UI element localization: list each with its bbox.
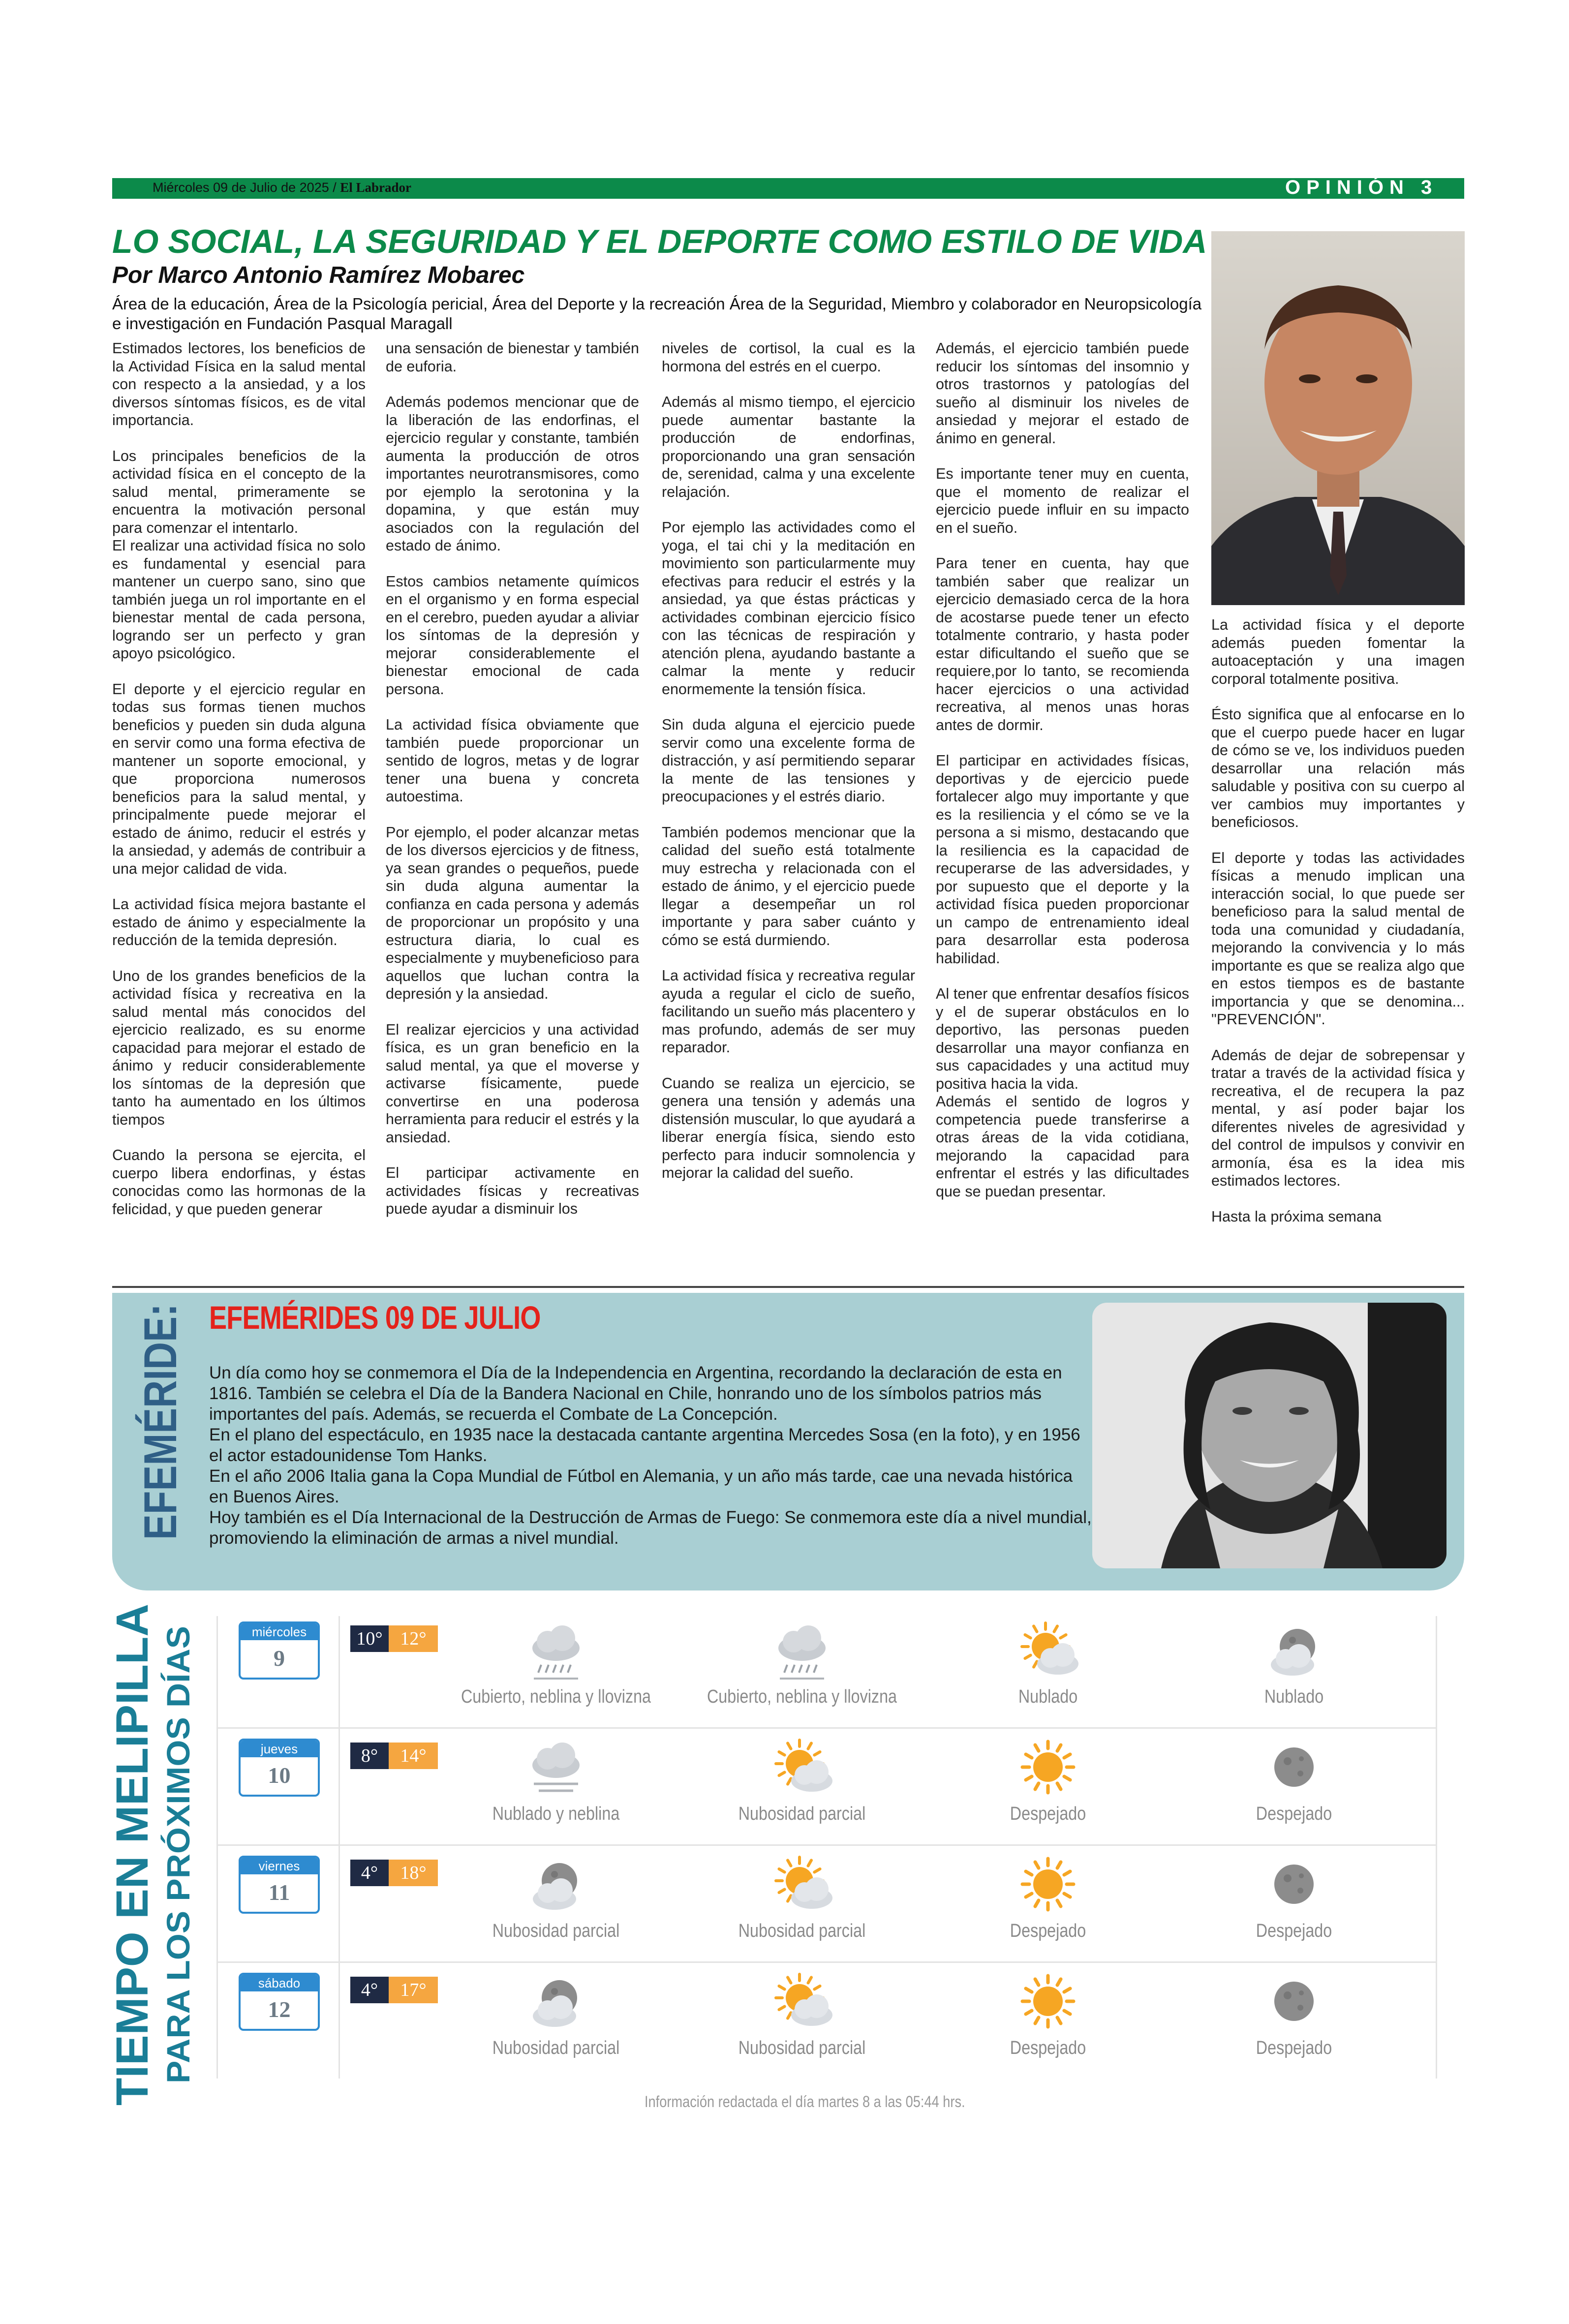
temp-min: 10° [350, 1625, 389, 1652]
weather-condition: Nublado y neblina [492, 1804, 620, 1824]
article-column-4 [936, 339, 1189, 1218]
paragraph: niveles de cortisol, la cual es la hormona del estrés en el cuerpo. [662, 340, 915, 375]
moon-cloud-icon [519, 1971, 593, 2035]
day-name: jueves [241, 1741, 318, 1757]
paragraph: Cuando la persona se ejercita, el cuerpo libera endorfinas, y éstas conocidas como las hormonas de la felicidad, y que pueden generar [112, 1147, 366, 1218]
singer-portrait-illustration [1092, 1303, 1446, 1568]
moon-icon [1257, 1971, 1331, 2035]
forecast-cell [1171, 1613, 1417, 1729]
forecast-cell [433, 1847, 679, 1963]
weather-condition: Despejado [1010, 2038, 1086, 2058]
forecast-cell [679, 1613, 925, 1729]
newspaper-brand: El Labrador [340, 180, 412, 195]
paragraph: Sin duda alguna el ejercicio puede servir como una excelente forma de distracción, y así permitiendo separar la mente de las tensiones y preocupaciones y el estrés diario. [662, 716, 915, 805]
author-affiliation: Área de la educación, Área de la Psicología pericial, Área del Deporte y la recreación Área de la Seguridad, Miembro y colaborador en Neuropsicología e investigación en Fundación Pasqual Maragall [112, 295, 1202, 333]
weather-condition: Despejado [1256, 1804, 1332, 1824]
paragraph: También podemos mencionar que la calidad del sueño está totalmente muy estrecha y relacionada con el estado de ánimo, y el ejercicio puede llegar a desempeñar un rol importante y para saber cuánto y cómo se está durmiendo. [662, 824, 915, 948]
section-label: OPINIÓN 3 [1285, 177, 1438, 198]
forecast-cell [925, 1964, 1171, 2080]
paragraph: El deporte y el ejercicio regular en todas sus formas tienen muchos beneficios y pueden sin duda alguna en servir como una forma efectiva de mantener un soporte emocional, y que proporciona numerosos beneficios para la salud mental, y principalmente puede mejorar el estado de ánimo, reducir el estrés y la ansiedad, y además de contribuir a una mejor calidad de vida. [112, 680, 366, 877]
paragraph: El realizar una actividad física no solo es fundamental y esencial para mantener un cuerpo sano, sino que también juega un rol importante en el bienestar mental de cada persona, logrando ser un perfecto y gran apoyo psicológico. [112, 537, 366, 662]
day-number: 10 [268, 1763, 291, 1788]
paragraph: Estos cambios netamente químicos en el organismo y en forma especial en el cerebro, pueden ayudar a aliviar los síntomas de la depresión y mejorar considerablemente el bienestar emocional de cada persona. [386, 573, 639, 698]
weather-condition: Nubosidad parcial [492, 1921, 620, 1941]
forecast-cell [433, 1730, 679, 1846]
cloud-drizzle-icon [765, 1620, 839, 1683]
photo-caption-paragraph: La actividad física y el deporte además pueden fomentar la autoaceptación y una imagen corporal totalmente positiva. [1211, 616, 1465, 687]
day-card [239, 1856, 320, 1914]
issue-date: Miércoles 09 de Julio de 2025 [153, 180, 329, 195]
weather-note: Información redactada el día martes 8 a las 05:44 hrs. [645, 2093, 965, 2110]
paragraph: La actividad física obviamente que también puede proporcionar un sentido de logros, metas y de lograr tener una buena y concreta autoestima. [386, 716, 639, 805]
sun-icon [1011, 1737, 1085, 1801]
grid-line [216, 1727, 1437, 1729]
day-name: miércoles [241, 1623, 318, 1640]
paragraph: Los principales beneficios de la actividad física en el concepto de la salud mental, primeramente se encuentra la motivación personal para comenzar el intentarlo. [112, 447, 366, 536]
weather-vertical-title: TIEMPO EN MELIPILLA [107, 1605, 157, 2106]
article-author: Por Marco Antonio Ramírez Mobarec [112, 262, 525, 288]
sun-cloud-icon [765, 1737, 839, 1801]
efemerides-side-label [127, 1299, 191, 1545]
weather-condition: Nubosidad parcial [738, 1804, 866, 1824]
weather-condition: Nublado [1018, 1686, 1078, 1707]
section-divider [112, 1286, 1464, 1288]
temp-max: 17° [389, 1977, 438, 2003]
paragraph: Estimados lectores, los beneficios de la Actividad Física en la salud mental con respecto a la ansiedad, y a los diversos síntomas físicos, es de vital importancia. [112, 340, 366, 428]
weather-side-label [101, 1599, 214, 2110]
moon-cloud-icon [1257, 1620, 1331, 1683]
efemerides-title: EFEMÉRIDES 09 DE JULIO [209, 1299, 541, 1336]
temperature-range [350, 1743, 438, 1769]
cloud-drizzle-icon [519, 1620, 593, 1683]
weather-condition: Despejado [1010, 1921, 1086, 1941]
grid-line [216, 1844, 1437, 1846]
author-portrait-illustration [1211, 231, 1465, 605]
article-column-1 [112, 339, 366, 1236]
day-number: 11 [268, 1880, 290, 1905]
efemerides-photo [1092, 1303, 1446, 1568]
paragraph: Además al mismo tiempo, el ejercicio puede aumentar bastante la producción de endorfinas, proporcionando una gran sensación de, serenidad, calma y una excelente relajación. [662, 394, 915, 500]
paragraph: Para tener en cuenta, hay que también saber que realizar un ejercicio demasiado cerca de la hora de acostarse puede tener un efecto totalmente contrario, y hasta poder estar dificultando el sueño que se requiere,por lo tanto, se recomienda hacer ejercicios o una actividad recreativa, al menos unas horas antes de dormir. [936, 555, 1189, 734]
paragraph: Al tener que enfrentar desafíos físicos y el de superar obstáculos en lo deportivo, las personas pueden desarrollar una mayor confianza en sus capacidades y una actitud muy positiva hacia la vida. [936, 985, 1189, 1092]
author-photo [1211, 231, 1465, 605]
sun-cloud-icon [765, 1854, 839, 1918]
article-title: LO SOCIAL, LA SEGURIDAD Y EL DEPORTE COMO ESTILO DE VIDA [112, 223, 1207, 260]
day-number: 9 [274, 1646, 285, 1671]
forecast-cell [679, 1964, 925, 2080]
article-column-3 [662, 339, 915, 1200]
temp-min: 4° [350, 1977, 389, 2003]
sun-icon [1011, 1971, 1085, 2035]
forecast-cell [1171, 1730, 1417, 1846]
paragraph: Es importante tener muy en cuenta, que el momento de realizar el ejercicio puede influir en su impacto en el sueño. [936, 465, 1189, 536]
weather-forecast-grid [216, 1613, 1437, 2080]
weather-condition: Nubosidad parcial [738, 1921, 866, 1941]
temp-max: 12° [389, 1625, 438, 1652]
weather-condition: Despejado [1256, 2038, 1332, 2058]
day-card [239, 1739, 320, 1797]
paragraph: La actividad física mejora bastante el estado de ánimo y especialmente la reducción de la temida depresión. [112, 896, 366, 948]
day-number: 12 [268, 1997, 291, 2022]
paragraph: El deporte y todas las actividades físicas a menudo implican una interacción social, lo que puede ser beneficioso para la salud mental de toda una comunidad y ciudadanía, mejorando la convivencia y lo más importante es que se realiza algo que en estos tiempos es de bastante importancia y que se denomina... "PREVENCIÓN". [1211, 849, 1465, 1028]
day-name: viernes [241, 1858, 318, 1874]
grid-line [216, 1961, 1437, 1963]
article-column-5 [1211, 616, 1465, 1243]
temperature-range [350, 1977, 438, 2003]
forecast-cell [925, 1847, 1171, 1963]
cloud-fog-icon [519, 1737, 593, 1801]
temperature-range [350, 1860, 438, 1886]
efemerides-line: Hoy también es el Día Internacional de la Destrucción de Armas de Fuego: Se conmemora este día a nivel mundial, promoviendo la eliminación de armas a nivel mundial. [209, 1508, 1092, 1548]
paragraph: Además el sentido de logros y competencia puede transferirse a otras áreas de la vida cotidiana, mejorando la capacidad para enfrentar el estrés y las dificultades que se puedan presentar. [936, 1093, 1189, 1200]
day-name: sábado [241, 1975, 318, 1991]
sign-off: Hasta la próxima semana [1211, 1208, 1382, 1225]
forecast-cell [679, 1847, 925, 1963]
forecast-cell [925, 1730, 1171, 1846]
paragraph: Por ejemplo las actividades como el yoga, el tai chi y la meditación en movimiento son particularmente muy efectivas para reducir el estrés y la ansiedad, ya que éstas prácticas y actividades combinan ejercicio físico con las técnicas de respiración y atención plena, ayudando bastante a calmar la mente y reducir enormemente la tensión física. [662, 519, 915, 698]
paragraph: Además, el ejercicio también puede reducir los síntomas del insomnio y otros trastornos y patologías del sueño al disminuir los niveles de ansiedad y mejorar el estado de ánimo en general. [936, 340, 1189, 447]
forecast-cell [433, 1964, 679, 2080]
moon-cloud-icon [519, 1854, 593, 1918]
weather-condition: Nubosidad parcial [492, 2038, 620, 2058]
weather-condition: Cubierto, neblina y llovizna [707, 1686, 897, 1707]
forecast-row [216, 1847, 1437, 1963]
weather-condition: Despejado [1010, 1804, 1086, 1824]
paragraph: Por ejemplo, el poder alcanzar metas de los diversos ejercicios y de fitness, ya sean grandes o pequeños, puede sin duda alguna aumentar la confianza en cada persona y además de proporcionar un propósito y una estructura diaria, lo cual es especialmente y muybeneficioso para aquellos que luchan contra la depresión y la ansiedad. [386, 824, 639, 1002]
weather-condition: Cubierto, neblina y llovizna [461, 1686, 651, 1707]
forecast-cell [679, 1730, 925, 1846]
forecast-row [216, 1730, 1437, 1846]
forecast-cell [925, 1613, 1171, 1729]
paragraph: Ésto significa que al enfocarse en lo que el cuerpo puede hacer en lugar de cómo se ve, los individuos pueden desarrollar una relación más saludable y positiva con su cuerpo al ver cambios muy importantes y beneficiosos. [1211, 706, 1465, 830]
weather-condition: Nublado [1264, 1686, 1324, 1707]
efemerides-vertical-label: EFEMÉRIDE: [134, 1299, 186, 1540]
forecast-row [216, 1964, 1437, 2080]
paragraph: El realizar ejercicios y una actividad física, es un gran beneficio en la salud mental, ya que el moverse y activarse físicamente, puede convertirse en una poderosa herramienta para reducir el estrés y la ansiedad. [386, 1021, 639, 1146]
day-card [239, 1973, 320, 2031]
paragraph: La actividad física y recreativa regular ayuda a regular el ciclo de sueño, facilitando un sueño más placentero y mas profundo, además de ser muy reparador. [662, 967, 915, 1056]
weather-condition: Nubosidad parcial [738, 2038, 866, 2058]
temp-min: 8° [350, 1743, 389, 1769]
efemerides-body [209, 1363, 1095, 1549]
efemerides-line: En el plano del espectáculo, en 1935 nace la destacada cantante argentina Mercedes Sosa (en la foto), y en 1956 el actor estadounidense Tom Hanks. [209, 1425, 1080, 1465]
sun-cloud-icon [765, 1971, 839, 2035]
forecast-cell [1171, 1847, 1417, 1963]
weather-vertical-subtitle: PARA LOS PRÓXIMOS DÍAS [160, 1649, 196, 2083]
header-date [153, 180, 411, 195]
forecast-row [216, 1613, 1437, 1729]
efemerides-line: En el año 2006 Italia gana la Copa Mundial de Fútbol en Alemania, y un año más tarde, cae una nevada histórica en Buenos Aires. [209, 1467, 1073, 1506]
temp-min: 4° [350, 1860, 389, 1886]
forecast-cell [433, 1613, 679, 1729]
temperature-range [350, 1625, 438, 1652]
weather-condition: Despejado [1256, 1921, 1332, 1941]
sun-cloud-icon [1011, 1620, 1085, 1683]
paragraph: El participar en actividades físicas, deportivas y de ejercicio puede fortalecer algo muy importante y que es la resiliencia y el cómo se ve la persona a si mismo, destacando que la resiliencia es la capacidad de recuperarse de las adversidades, y por supuesto que el deporte y la actividad física pueden proporcionar un campo de entrenamiento ideal para desarrollar esta poderosa habilidad. [936, 752, 1189, 967]
paragraph: una sensación de bienestar y también de euforia. [386, 340, 639, 375]
day-card [239, 1621, 320, 1680]
header-separator: / [329, 180, 340, 195]
paragraph: Además podemos mencionar que de la liberación de las endorfinas, el ejercicio regular y constante, también aumenta la producción de otros importantes neurotransmisores, como por ejemplo la serotonina y la dopamina, y que están muy asociados con la regulación del estado de ánimo. [386, 394, 639, 554]
moon-icon [1257, 1854, 1331, 1918]
temp-max: 14° [389, 1743, 438, 1769]
forecast-cell [1171, 1964, 1417, 2080]
article-column-2 [386, 339, 639, 1236]
temp-max: 18° [389, 1860, 438, 1886]
paragraph: Uno de los grandes beneficios de la actividad física y recreativa en la salud mental más conocidos del ejercicio realizado, es su enorme capacidad para mejorar el estado de ánimo y reducir considerablemente los síntomas de la depresión que tanto ha aumentado en los últimos tiempos [112, 967, 366, 1128]
paragraph: Cuando se realiza un ejercicio, se genera una tensión y además una distensión muscular, lo que ayudará a liberar energía física, siendo esto perfecto para inducir somnolencia y mejorar la calidad del sueño. [662, 1074, 915, 1181]
paragraph: El participar activamente en actividades físicas y recreativas puede ayudar a disminuir los [386, 1164, 639, 1217]
efemerides-line: Un día como hoy se conmemora el Día de la Independencia en Argentina, recordando la declaración de esta en 1816. También se celebra el Día de la Bandera Nacional en Chile, honrando uno de los símbolos patrios más importantes del país. Además, se recuerda el Combate de La Concepción. [209, 1363, 1062, 1424]
paragraph: Además de dejar de sobrepensar y tratar a través de la actividad física y recreativa, el de recupera la paz mental, y así poder bajar los diferentes niveles de agresividad y del control de impulsos y convivir en armonía, ésa es la idea mis estimados lectores. [1211, 1046, 1465, 1189]
sun-icon [1011, 1854, 1085, 1918]
moon-icon [1257, 1737, 1331, 1801]
